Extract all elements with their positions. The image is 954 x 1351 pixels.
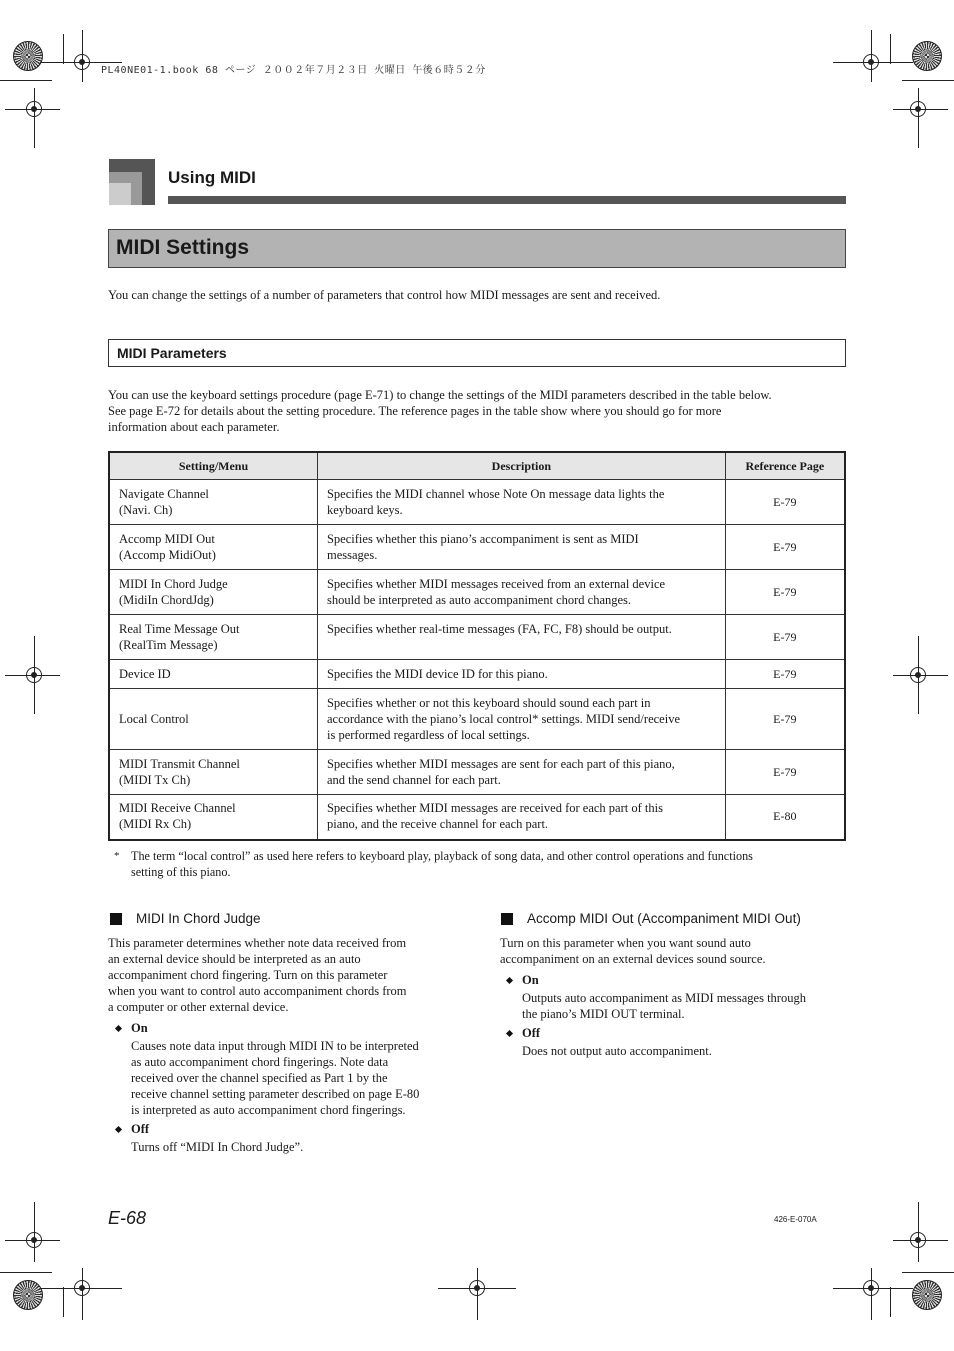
- setting-cell: MIDI Receive Channel (MIDI Rx Ch): [109, 795, 317, 840]
- page-heading: MIDI Settings: [116, 236, 250, 259]
- reference-cell: E-79: [725, 480, 845, 525]
- table-row: [109, 525, 845, 570]
- setting-cell: MIDI Transmit Channel (MIDI Tx Ch): [109, 750, 317, 795]
- print-header: PL40NE01-1.book 68 ページ ２００２年７月２３日 火曜日 午後６時５２分: [101, 65, 486, 76]
- description-cell: Specifies the MIDI channel whose Note On message data lights the keyboard keys.: [317, 480, 725, 525]
- right-on-label: On: [522, 973, 539, 987]
- reference-cell: E-79: [725, 660, 845, 689]
- square-bullet-icon: [110, 913, 122, 925]
- document-code: 426-E-070A: [774, 1215, 817, 1224]
- column-header: Reference Page: [725, 452, 845, 480]
- table-row: [109, 480, 845, 525]
- description-cell: Specifies whether real-time messages (FA, FC, F8) should be output.: [317, 615, 725, 660]
- footnote-mark: *: [114, 850, 120, 862]
- right-column-title: Accomp MIDI Out (Accompaniment MIDI Out): [527, 911, 801, 926]
- setting-cell: Accomp MIDI Out (Accomp MidiOut): [109, 525, 317, 570]
- right-off-label: Off: [522, 1026, 541, 1040]
- params-intro: You can use the keyboard settings procedure (page E-71) to change the settings of the MIDI parameters described in the table below. See page E-72 for details about the setting procedure. The reference pages in the table show where you should go for more information about each parameter.: [108, 388, 772, 434]
- right-on-text: Outputs auto accompaniment as MIDI messages through the piano’s MIDI OUT terminal.: [522, 991, 806, 1021]
- setting-cell: Navigate Channel (Navi. Ch): [109, 480, 317, 525]
- registration-star-icon: [912, 41, 942, 71]
- intro-text: You can change the settings of a number of parameters that control how MIDI messages are sent and received.: [108, 288, 661, 302]
- diamond-bullet-icon: [115, 1025, 122, 1032]
- reference-cell: E-79: [725, 689, 845, 750]
- reference-cell: E-79: [725, 525, 845, 570]
- reference-cell: E-79: [725, 570, 845, 615]
- reference-cell: E-80: [725, 795, 845, 840]
- left-column-body: This parameter determines whether note data received from an external device should be interpreted as an auto accompaniment chord fingering. Turn on this parameter when you want to control auto accompaniment chords from a computer or other external device.: [108, 936, 407, 1014]
- table-row: [109, 660, 845, 689]
- section-rule: [168, 196, 846, 204]
- footnote: * The term “local control” as used here refers to keyboard play, playback of song data, and other control operations and functions setting of this piano.: [114, 849, 753, 879]
- diamond-bullet-icon: [115, 1126, 122, 1133]
- table-row: [109, 570, 845, 615]
- description-cell: Specifies whether MIDI messages are received for each part of this piano, and the receive channel for each part.: [317, 795, 725, 840]
- registration-star-icon: [13, 1280, 43, 1310]
- left-column-title: MIDI In Chord Judge: [136, 911, 261, 926]
- column-header: Description: [317, 452, 725, 480]
- setting-cell: Local Control: [109, 689, 317, 750]
- left-on-label: On: [131, 1021, 148, 1035]
- reference-cell: E-79: [725, 750, 845, 795]
- midi-parameters-table: [108, 451, 846, 841]
- description-cell: Specifies whether this piano’s accompaniment is sent as MIDI messages.: [317, 525, 725, 570]
- left-off-text: Turns off “MIDI In Chord Judge”.: [131, 1140, 304, 1154]
- square-bullet-icon: [501, 913, 513, 925]
- setting-cell: MIDI In Chord Judge (MidiIn ChordJdg): [109, 570, 317, 615]
- table-row: [109, 615, 845, 660]
- table-header-row: [109, 452, 845, 480]
- page-number: E-68: [108, 1208, 147, 1228]
- column-header: Setting/Menu: [109, 452, 317, 480]
- description-cell: Specifies whether MIDI messages are sent for each part of this piano, and the send channel for each part.: [317, 750, 725, 795]
- subheading-box: [108, 339, 846, 367]
- registration-star-icon: [912, 1280, 942, 1310]
- left-on-text: Causes note data input through MIDI IN to be interpreted as auto accompaniment chord fingerings. Note data received over the channel specified as Part 1 by the receive channel setting parameter described on page E-80 is interpreted as auto accompaniment chord fingerings.: [131, 1039, 420, 1117]
- diamond-bullet-icon: [506, 977, 513, 984]
- right-off-text: Does not output auto accompaniment.: [522, 1044, 712, 1058]
- description-cell: Specifies whether or not this keyboard should sound each part in accordance with the piano’s local control* settings. MIDI send/receive is performed regardless of local settings.: [317, 689, 725, 750]
- reference-cell: E-79: [725, 615, 845, 660]
- section-title: Using MIDI: [168, 168, 256, 187]
- page-heading-box: [108, 229, 846, 268]
- table-row: [109, 689, 845, 750]
- left-off-label: Off: [131, 1122, 150, 1136]
- subheading: MIDI Parameters: [117, 345, 227, 361]
- table-row: [109, 750, 845, 795]
- table-row: [109, 795, 845, 840]
- setting-cell: Device ID: [109, 660, 317, 689]
- description-cell: Specifies whether MIDI messages received from an external device should be interpreted as auto accompaniment chord changes.: [317, 570, 725, 615]
- right-column-body: Turn on this parameter when you want sound auto accompaniment on an external devices sound source.: [500, 936, 766, 966]
- description-cell: Specifies the MIDI device ID for this piano.: [317, 660, 725, 689]
- diamond-bullet-icon: [506, 1030, 513, 1037]
- registration-star-icon: [13, 41, 43, 71]
- setting-cell: Real Time Message Out (RealTim Message): [109, 615, 317, 660]
